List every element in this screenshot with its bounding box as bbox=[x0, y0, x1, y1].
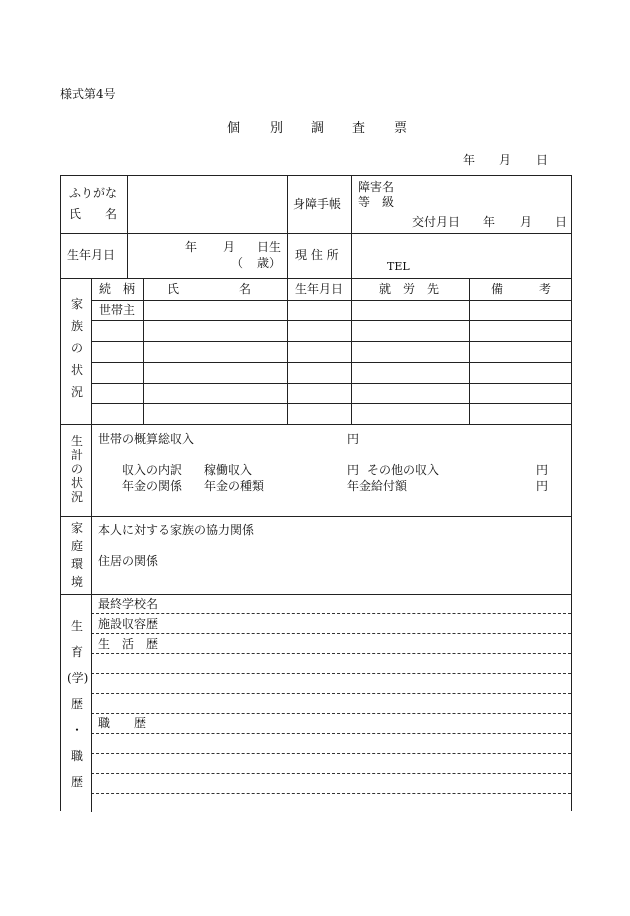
dashed-line bbox=[91, 733, 571, 734]
birth-year: 年 bbox=[185, 240, 198, 254]
disability-name-label: 障害名 bbox=[358, 180, 395, 194]
label-char: (学) bbox=[67, 671, 89, 685]
label-char: 生 bbox=[70, 434, 83, 448]
dashed-line bbox=[91, 793, 571, 794]
dashed-line bbox=[91, 773, 571, 774]
dashed-line bbox=[91, 693, 571, 694]
label-char: 家 bbox=[70, 521, 83, 535]
col-divider bbox=[287, 278, 288, 424]
col-header-birth: 生年月日 bbox=[295, 282, 344, 296]
label-char: の bbox=[70, 341, 83, 355]
age-close: 歳） bbox=[257, 256, 282, 270]
row-divider bbox=[61, 424, 571, 425]
issue-day: 日 bbox=[555, 215, 568, 229]
job-history-label: 職 歴 bbox=[98, 716, 147, 730]
row-divider bbox=[61, 233, 571, 234]
earned-income-label: 稼働収入 bbox=[204, 463, 253, 477]
grade-label: 等 級 bbox=[358, 195, 395, 209]
head-of-household: 世帯主 bbox=[99, 303, 136, 317]
title-char: 調 bbox=[311, 121, 325, 136]
row-divider bbox=[91, 362, 571, 363]
col-divider bbox=[287, 176, 288, 278]
label-char: 況 bbox=[70, 385, 83, 399]
label-char: 歴 bbox=[70, 775, 83, 789]
col-header-relation: 続 柄 bbox=[99, 282, 136, 296]
title-char: 査 bbox=[352, 121, 366, 136]
label-char: 状 bbox=[70, 476, 83, 490]
housing-label: 住居の関係 bbox=[98, 554, 159, 568]
other-income-label: その他の収入 bbox=[367, 463, 440, 477]
col-divider bbox=[351, 278, 352, 424]
issue-year: 年 bbox=[483, 215, 496, 229]
col-divider bbox=[127, 176, 128, 278]
dashed-line bbox=[91, 673, 571, 674]
dashed-line bbox=[91, 753, 571, 754]
family-cooperation-label: 本人に対する家族の協力関係 bbox=[98, 523, 255, 537]
form-number: 様式第4号 bbox=[60, 87, 116, 101]
label-char: 職 bbox=[70, 749, 83, 763]
label-char: 計 bbox=[70, 448, 83, 462]
family-section-label bbox=[69, 298, 85, 398]
yen: 円 bbox=[536, 479, 549, 493]
label-char: 境 bbox=[70, 575, 83, 589]
title-char: 個 bbox=[227, 121, 241, 136]
row-divider bbox=[91, 403, 571, 404]
label-char: 庭 bbox=[70, 539, 83, 553]
history-section-label bbox=[67, 620, 87, 788]
handbook-label: 身障手帳 bbox=[293, 197, 342, 211]
col-divider bbox=[143, 278, 144, 424]
environment-section-label bbox=[69, 522, 85, 588]
dashed-line bbox=[91, 613, 571, 614]
breakdown-label: 収入の内訳 bbox=[122, 463, 183, 477]
issue-date-label: 交付月日 bbox=[412, 215, 461, 229]
facility-history-label: 施設収容歴 bbox=[98, 617, 159, 631]
date-year: 年 bbox=[463, 153, 476, 167]
row-divider bbox=[91, 341, 571, 342]
row-divider bbox=[91, 300, 571, 301]
col-divider bbox=[469, 278, 470, 424]
row-divider bbox=[61, 594, 571, 595]
label-char: 族 bbox=[70, 319, 83, 333]
col-header-name: 氏 名 bbox=[167, 282, 252, 296]
label-char: 家 bbox=[70, 297, 83, 311]
label-char: ・ bbox=[70, 723, 83, 737]
dashed-line bbox=[91, 713, 571, 714]
label-char: 環 bbox=[70, 557, 83, 571]
row-divider bbox=[61, 278, 571, 279]
label-char: 状 bbox=[70, 363, 83, 377]
life-history-label: 生 活 歴 bbox=[98, 637, 159, 651]
birth-month: 月 bbox=[223, 240, 236, 254]
col-header-note: 備 考 bbox=[491, 282, 552, 296]
pension-type-label: 年金の種類 bbox=[204, 479, 265, 493]
dashed-line bbox=[91, 653, 571, 654]
title-char: 別 bbox=[270, 121, 284, 136]
final-school-label: 最終学校名 bbox=[98, 597, 159, 611]
pension-relation-label: 年金の関係 bbox=[122, 479, 183, 493]
dashed-line bbox=[91, 633, 571, 634]
title-char: 票 bbox=[394, 121, 408, 136]
birth-day: 日生 bbox=[257, 240, 282, 254]
livelihood-section-label bbox=[69, 435, 85, 503]
tel-label: TEL bbox=[387, 260, 410, 273]
date-day: 日 bbox=[536, 153, 549, 167]
age-open: （ bbox=[231, 256, 244, 270]
label-char: 生 bbox=[70, 619, 83, 633]
label-char: 況 bbox=[70, 490, 83, 504]
label-char: 育 bbox=[70, 645, 83, 659]
label-char: の bbox=[70, 462, 83, 476]
col-header-work: 就 労 先 bbox=[379, 282, 440, 296]
issue-month: 月 bbox=[520, 215, 533, 229]
yen: 円 bbox=[536, 463, 549, 477]
yen: 円 bbox=[347, 463, 360, 477]
furigana-label: ふりがな bbox=[69, 186, 118, 200]
row-divider bbox=[91, 320, 571, 321]
yen: 円 bbox=[347, 432, 360, 446]
survey-form bbox=[60, 175, 572, 811]
row-divider bbox=[91, 383, 571, 384]
label-char: 歴 bbox=[70, 697, 83, 711]
birth-label: 生年月日 bbox=[67, 248, 116, 262]
total-income-label: 世帯の概算総収入 bbox=[98, 432, 195, 446]
date-month: 月 bbox=[499, 153, 512, 167]
row-divider bbox=[61, 516, 571, 517]
address-label: 現 住 所 bbox=[295, 248, 339, 262]
col-divider bbox=[91, 278, 92, 812]
col-divider bbox=[351, 176, 352, 278]
name-label: 氏 名 bbox=[69, 207, 118, 221]
pension-amount-label: 年金給付額 bbox=[347, 479, 408, 493]
